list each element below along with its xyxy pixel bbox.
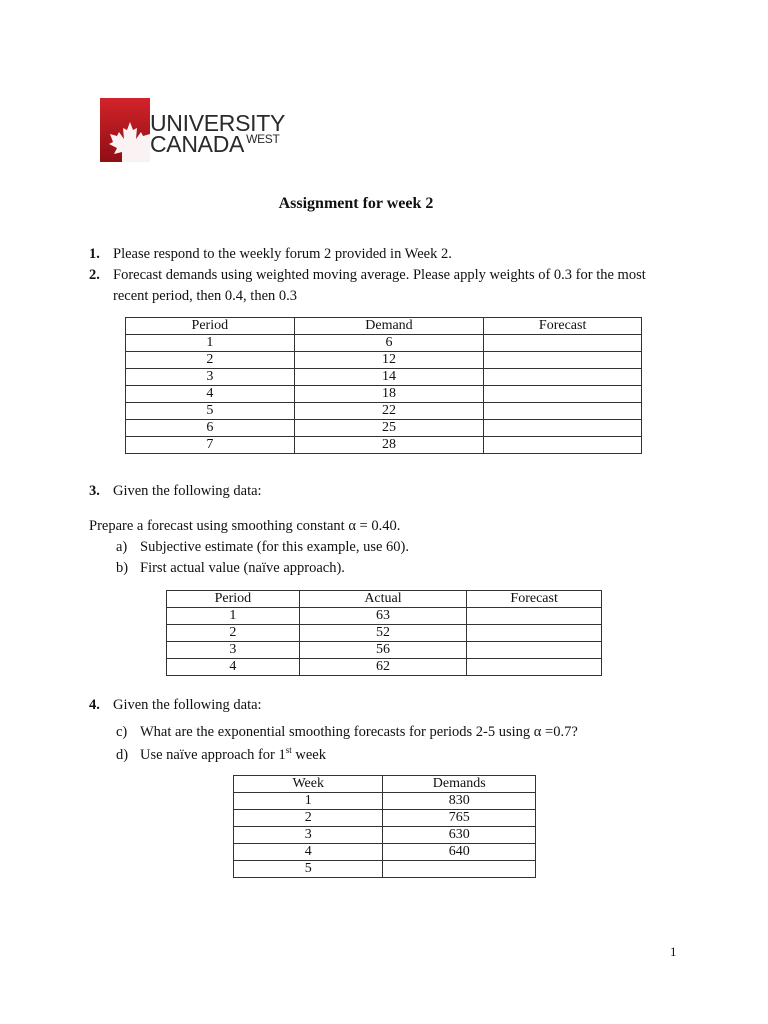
table-cell: 3 — [234, 827, 383, 844]
logo-west-text: WEST — [246, 132, 280, 146]
table-cell: 22 — [294, 403, 484, 420]
question-2 — [89, 267, 646, 284]
table-cell: 4 — [234, 844, 383, 861]
exponential-smoothing-table — [233, 775, 536, 878]
table-cell: 765 — [383, 810, 536, 827]
table-cell: 63 — [299, 608, 467, 625]
table-row — [234, 793, 536, 810]
table-cell: 4 — [126, 386, 295, 403]
part-d-text-post: week — [291, 746, 326, 763]
table-cell — [383, 861, 536, 878]
question-3-prepare-text: Prepare a forecast using smoothing constant α = 0.40. — [89, 518, 401, 534]
part-b-label: b) — [116, 560, 129, 576]
table-cell: 830 — [383, 793, 536, 810]
table-cell: 1 — [167, 608, 300, 625]
table-cell: 7 — [126, 437, 295, 454]
question-1 — [89, 246, 452, 263]
table-row — [126, 420, 642, 437]
part-d-superscript: st — [285, 745, 292, 755]
part-c-label: c) — [116, 724, 128, 740]
table-cell: 2 — [167, 625, 300, 642]
table-header-row — [234, 776, 536, 793]
table-row — [126, 369, 642, 386]
column-header: Forecast — [484, 318, 642, 335]
question-3-part-b — [116, 560, 345, 577]
table-cell: 1 — [234, 793, 383, 810]
table-row — [234, 861, 536, 878]
column-header: Actual — [299, 591, 467, 608]
logo-line-canada — [150, 131, 285, 159]
logo-line-university: UNIVERSITY — [150, 110, 286, 136]
table-cell: 14 — [294, 369, 484, 386]
table-cell: 5 — [126, 403, 295, 420]
question-1-text: Please respond to the weekly forum 2 provided in Week 2. — [113, 246, 452, 262]
table-row — [126, 386, 642, 403]
part-a-label: a) — [116, 539, 128, 555]
table-row — [167, 659, 602, 676]
table-cell — [484, 335, 642, 352]
smoothing-table — [166, 590, 602, 676]
table-cell — [467, 625, 602, 642]
table-row — [167, 625, 602, 642]
table-cell: 18 — [294, 386, 484, 403]
column-header: Forecast — [467, 591, 602, 608]
university-logo — [98, 97, 298, 163]
question-4-number: 4. — [89, 697, 100, 713]
weighted-average-table — [125, 317, 642, 454]
table-cell: 2 — [234, 810, 383, 827]
table-row — [234, 844, 536, 861]
table-cell: 12 — [294, 352, 484, 369]
table-cell: 6 — [294, 335, 484, 352]
question-2-text-line1: Forecast demands using weighted moving average. Please apply weights of 0.3 for the most — [113, 267, 646, 283]
table-cell: 62 — [299, 659, 467, 676]
table-cell — [484, 386, 642, 403]
part-c-text: What are the exponential smoothing forecasts for periods 2-5 using α =0.7? — [140, 724, 578, 740]
table-cell: 28 — [294, 437, 484, 454]
question-3-part-a — [116, 539, 409, 556]
column-header: Period — [167, 591, 300, 608]
question-3-number: 3. — [89, 483, 100, 499]
maple-leaf-logo-icon — [100, 98, 150, 162]
logo-wordmark — [150, 110, 286, 159]
table-cell: 640 — [383, 844, 536, 861]
table-header-row — [167, 591, 602, 608]
question-1-number: 1. — [89, 246, 100, 262]
table-header-row — [126, 318, 642, 335]
logo-canada-text: CANADA — [150, 131, 245, 157]
table-cell: 6 — [126, 420, 295, 437]
table-cell — [484, 437, 642, 454]
table-cell: 630 — [383, 827, 536, 844]
table-row — [167, 642, 602, 659]
column-header: Demand — [294, 318, 484, 335]
question-2-number: 2. — [89, 267, 100, 283]
part-d-label: d) — [116, 746, 129, 763]
table-row — [167, 608, 602, 625]
table-cell: 3 — [167, 642, 300, 659]
part-b-text: First actual value (naïve approach). — [140, 560, 345, 576]
question-3 — [89, 483, 262, 500]
table-cell: 1 — [126, 335, 295, 352]
table-cell: 3 — [126, 369, 295, 386]
table-cell — [484, 352, 642, 369]
table-cell: 4 — [167, 659, 300, 676]
column-header: Demands — [383, 776, 536, 793]
table-cell: 52 — [299, 625, 467, 642]
table-cell — [484, 403, 642, 420]
table-cell — [467, 659, 602, 676]
question-3-text: Given the following data: — [113, 483, 262, 499]
question-4-part-d — [116, 745, 326, 764]
column-header: Period — [126, 318, 295, 335]
column-header: Week — [234, 776, 383, 793]
question-4-part-c — [116, 724, 578, 741]
table-row — [126, 352, 642, 369]
table-cell: 25 — [294, 420, 484, 437]
table-row — [234, 810, 536, 827]
table-cell — [484, 369, 642, 386]
question-4 — [89, 697, 262, 714]
table-row — [126, 437, 642, 454]
table-cell — [467, 608, 602, 625]
part-a-text: Subjective estimate (for this example, use 60). — [140, 539, 409, 555]
table-cell: 56 — [299, 642, 467, 659]
table-cell — [467, 642, 602, 659]
question-4-text: Given the following data: — [113, 697, 262, 713]
table-row — [126, 403, 642, 420]
table-cell: 5 — [234, 861, 383, 878]
page-number: 1 — [670, 944, 677, 959]
question-2-text-line2: recent period, then 0.4, then 0.3 — [113, 288, 298, 304]
table-cell: 2 — [126, 352, 295, 369]
table-row — [126, 335, 642, 352]
table-cell — [484, 420, 642, 437]
page-title: Assignment for week 2 — [278, 195, 434, 212]
part-d-text: Use naïve approach for 1 — [140, 746, 286, 763]
table-row — [234, 827, 536, 844]
